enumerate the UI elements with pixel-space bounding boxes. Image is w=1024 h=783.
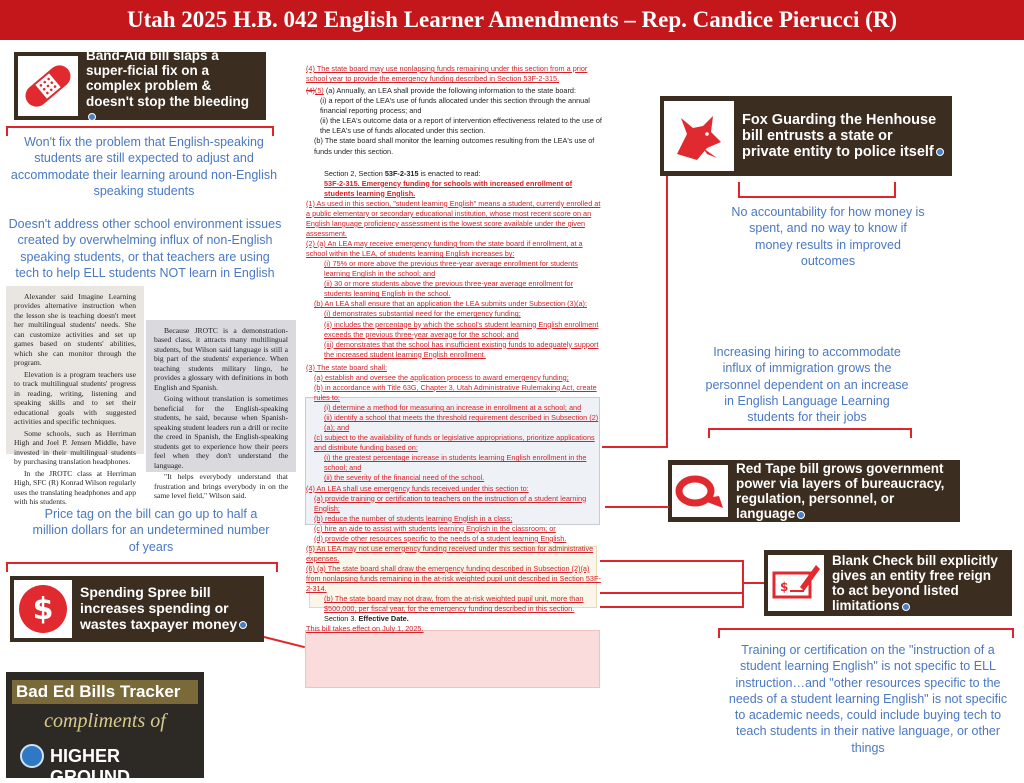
bill-p4: (4) The state board may use nonlapsing funds remaining under this section from a prior school year to provide the emergency funding described in Section 53F-2-315. [306,64,588,84]
bill-text [306,64,602,634]
bill-s2a: (2) (a) An LEA may receive emergency funding from the state board if enrollment, at a school within the LEA, of students learning English increases by: [306,239,583,259]
bandaid-badge [14,48,266,120]
bill-sec3-pre: Section 3. [324,614,359,624]
clip2-para: Going without translation is sometimes beneficial for the English-speaking students, he said, because when Spanish-speaking student leaders run a drill or recite the creed in Spanish, the English-speaking students get to experience how their peers feel when they don't understand the language. [154,394,288,470]
blankcheck-text: bill explicitly gives an entity free reign to act beyond listed limitations [832,552,998,614]
blank-check-badge [764,550,1012,616]
bill-p5b: (b) The state board shall monitor the learning outcomes resulting from the LEA's use of funds under this section. [314,136,595,156]
info-dot-icon [88,113,96,121]
bill-s2a-ii: (ii) 30 or more students above the previous three-year average enrollment for students learning English in the school. [324,279,574,299]
bandaid-text: slaps a super-ficial fix on a complex problem & doesn't stop the bleeding [86,48,249,109]
info-dot-icon [239,621,247,629]
bill-s3c-ii: (ii) the severity of the financial need of the school. [324,473,485,483]
connector-line [276,562,278,572]
connector-line [1012,628,1014,638]
note-training: Training or certification on the "instruction of a student learning English" is not specific to ELL instruction…and "other resources specific to the needs of a student learning English" is not specific to academic needs, could include buying tech to teach students in their native language, or other things [728,643,1008,755]
check-writing-icon [768,555,824,611]
bill-s4: (4) An LEA shall use emergency funds received under this section to: [306,483,529,493]
bill-p5-new-number: (5) [314,86,324,96]
clip2-para: Because JROTC is a demonstration-based class, it attracts many multilingual students, but Wilson said language is still a big part of the students' experience. When teaching students military lingo, he provides a glossary with definitions in both English and Spanish. [154,326,288,392]
bill-s2b-ii: (ii) includes the percentage by which the school's student learning English enrollment exceeds the previous three-year average for the school; and [324,319,599,339]
connector-line [605,506,669,508]
info-dot-icon [902,603,910,611]
redtape-text: bill grows government power via layers of bureaucracy, regulation, personnel, or language [736,460,945,522]
bill-s2a-i: (i) 75% or more above the previous three-year average enrollment for students learning English in the school; and [324,259,578,279]
bill-s2b-iii: (iii) demonstrates that the school has insufficient existing funds to adequately support the increased student learning English enrollment. [324,339,599,359]
connector-line [738,182,740,196]
bill-sec2-num: 53F-2-315 [384,168,419,178]
svg-text:$: $ [32,592,54,627]
bill-s4c: (c) hire an aide to assist with students learning English in the classroom; or [314,523,556,533]
bandage-icon [18,56,78,116]
connector-line [718,628,1014,630]
connector-line [718,628,720,638]
fox-icon [664,101,734,171]
note-school-environment: Doesn't address other school environment issues created by overwhelming influx of non-English speaking students, or that teachers are using tech to help ELL students NOT learn in English [8,217,282,280]
bill-s3a: (a) establish and oversee the application process to award emergency funding; [314,372,569,382]
bill-heading: 53F-2-315. Emergency funding for schools with increased enrollment of students learning English. [324,178,573,198]
connector-line [264,636,305,648]
connector-line [600,560,744,562]
info-dot-icon [936,148,944,156]
connector-line [708,428,912,430]
logo-title: Bad Ed Bills Tracker [12,680,198,704]
bill-s4a: (a) provide training or certification to teachers on the instruction of a student learning English; [314,493,587,513]
clip1-para: In the JROTC class at Herriman High, SFC (R) Konrad Wilson regularly uses the translating headphones and app with his students. [14,468,136,507]
fox-text: bill entrusts a state or private entity to police itself [742,127,934,161]
spending-text: bill increases spending or wastes taxpayer money [80,584,238,632]
bill-s6a: (6) (a) The state board shall draw the emergency funding described in Subsection (2)(a) from nonlapsing funds remaining in the at-risk weighted pupil unit described in Section 53F-2-314. [306,564,601,594]
dollar-icon [14,580,72,638]
connector-line [708,428,710,438]
red-tape-badge [668,460,960,522]
svg-text:$: $ [780,580,789,594]
connector-line [6,126,274,128]
red-tape-icon [672,465,728,517]
clip1-para: Alexander said Imagine Learning provides alternative instruction when the lesson she is teaching doesn't meet her multilingual students' needs. She can customize activities and set up games based on students' abilities, which she can monitor through the program. [14,292,136,368]
news-clipping-2 [146,320,296,501]
connector-line [600,592,744,594]
bad-ed-bills-tracker-logo [6,672,204,783]
bill-s3c-i: (i) the greatest percentage increase in students learning English enrollment in the school; and [324,453,587,473]
connector-line [666,176,668,448]
fox-title: Fox Guarding the Henhouse [742,111,937,128]
bill-sec3-text: This bill takes effect on July 1, 2025. [306,624,424,634]
clip1-para: Some schools, such as Herriman High and Joel P. Jensen Middle, have invested in their multilingual students by purchasing translation headphones. [14,428,136,467]
bill-s3c: (c) subject to the availability of funds or legislative appropriations, prioritize applications and distribute funding based on: [314,433,595,453]
connector-line [910,428,912,438]
globe-icon [20,744,44,768]
note-price-tag: Price tag on the bill can go up to half a million dollars for an undetermined number of years [32,507,270,554]
connector-line [738,196,896,198]
bill-s2b: (b) An LEA shall ensure that an application the LEA submits under Subsection (3)(a): [314,299,587,309]
clip1-para: Elevation is a program teachers use to track multilingual students' progress in reading, writing, listening and speaking skills and to set their educational goals with suggested activities and specific techniques. [14,369,136,427]
logo-compliments: compliments of [44,710,166,732]
connector-line [742,582,764,584]
bill-s4d: (d) provide other resources specific to the needs of a student learning English. [314,533,567,543]
connector-line [6,562,278,564]
bill-s3b-i: (i) determine a method for measuring an increase in enrollment at a school; and [324,403,582,412]
info-dot-icon [797,511,805,519]
redtape-title: Red Tape [736,460,796,476]
blankcheck-title: Blank Check [832,552,914,568]
spending-title: Spending Spree [80,584,187,601]
note-english-speakers: Won't fix the problem that English-speaking students are still expected to adjust and accommodate their learning around non-English speaking students [10,135,278,198]
connector-line [600,606,744,608]
connector-line [742,560,744,608]
bill-p5-old-number: (4) [306,86,315,96]
section-6-box [305,630,600,688]
connector-line [894,182,896,198]
page-title: Utah 2025 H.B. 042 English Learner Amendments – Rep. Candice Pierucci (R) [0,0,1024,40]
note-accountability: No accountability for how money is spent, and no way to know if money results in improved outcomes [731,205,925,268]
connector-line [6,562,8,572]
bill-sec2-post: is enacted to read: [418,168,481,178]
bill-s3b: (b) in accordance with Title 63G, Chapter 3, Utah Administrative Rulemaking Act, create rules to: [314,382,597,402]
connector-line [602,446,668,448]
bill-s3b-ii: (ii) identify a school that meets the threshold requirement described in Subsection (2)(a); and [324,413,599,433]
spending-spree-badge [10,576,264,642]
bill-sec3-bold: Effective Date. [358,614,409,624]
fox-badge [660,96,952,176]
bill-s3: (3) The state board shall: [306,362,387,372]
bill-sec2-pre: Section 2, Section [324,168,385,178]
bill-p5a-i: (i) a report of the LEA's use of funds allocated under this section through the annual financial reporting process; and [320,96,590,116]
bill-p5a: (a) Annually, an LEA shall provide the following information to the state board: [323,86,577,96]
note-personnel: Increasing hiring to accommodate influx of immigration grows the personnel dependent on an increase in English Language Learning students for their jobs [705,345,909,424]
logo-higher-ground: HIGHER GROUND [50,746,130,783]
bill-s4b: (b) reduce the number of students learning English in a class; [314,513,513,523]
bandaid-title: Band-Aid bill [86,48,170,64]
clip2-para: "It helps everybody understand that frustration and brings everybody in on the same level field," Wilson said. [154,472,288,501]
bill-s6b: (b) The state board may not draw, from the at-risk weighted pupil unit, more than $500,000, per fiscal year, for the emergency funding described in this section. [324,594,584,614]
news-clipping-1 [6,286,144,507]
bill-s1: (1) As used in this section, "student learning English" means a student, currently enrolled at a public elementary or secondary educational institution, whose most recent score on an English language proficiency assessment is the lowest score available under the given assessment. [306,198,601,238]
bill-s5: (5) An LEA may not use emergency funding received under this section for administrative expenses. [306,543,594,563]
bill-p5a-ii: (ii) the LEA's outcome data or a report of intervention effectiveness related to the use of the LEA's use of funds allocated under this section. [320,116,602,136]
bill-s2b-i: (i) demonstrates substantial need for the emergency funding; [324,309,521,319]
